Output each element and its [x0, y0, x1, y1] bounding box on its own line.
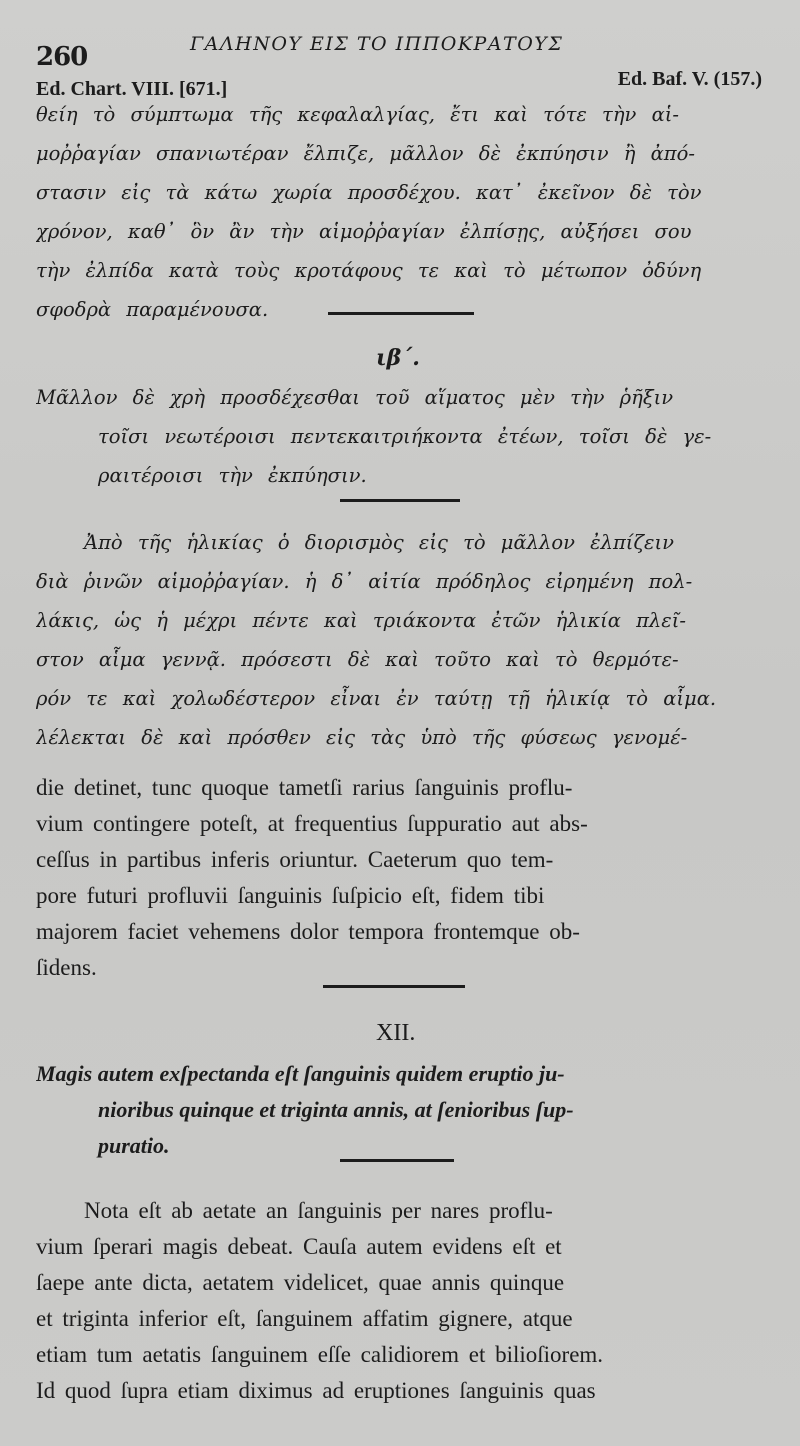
text-line: Magis autem exſpectanda eſt ſanguinis quidem eruptio ju- [36, 1061, 565, 1086]
text-line: σφοδρὰ παραμένουσα. [36, 298, 269, 321]
text-line: ceſſus in partibus inferis oriuntur. Caeterum quo tem- [36, 847, 554, 872]
latin-paragraph-1 [36, 770, 766, 986]
section-divider [340, 1159, 454, 1162]
text-line: pore futuri profluvii ſanguinis ſuſpicio eſt, fidem tibi [36, 883, 545, 908]
running-title: ΓΑΛΗΝΟΥ ΕΙΣ ΤΟ ΙΠΠΟΚΡΑΤΟΥΣ [190, 33, 564, 55]
text-line: nioribus quinque et triginta annis, at ſenioribus ſup- [98, 1097, 574, 1122]
text-line: majorem faciet vehemens dolor tempora frontemque ob- [36, 919, 580, 944]
text-line: θείη τὸ σύμπτωμα τῆς κεφαλαλγίας, ἔτι καὶ τότε τὴν αἱ- [36, 103, 679, 126]
text-line: etiam tum aetatis ſanguinem eſſe calidiorem et bilioſiorem. [36, 1342, 604, 1367]
text-line: ſaepe ante dicta, aetatem videlicet, quae annis quinque [36, 1270, 565, 1295]
section-divider [340, 499, 460, 502]
text-line: διὰ ῥινῶν αἱμοῤῥαγίαν. ἡ δ᾽ αἰτία πρόδηλος εἰρημένη πολ- [36, 570, 693, 593]
text-line: ραιτέροισι τὴν ἐκπύησιν. [98, 464, 367, 487]
latin-section-number: XII. [376, 1020, 416, 1046]
edition-reference-right: Ed. Baf. V. (157.) [617, 68, 762, 90]
text-line: et triginta inferior eſt, ſanguinem affatim gignere, atque [36, 1306, 573, 1331]
page-number: 260 [36, 42, 88, 72]
text-line: τὴν ἐλπίδα κατὰ τοὺς κροτάφους τε καὶ τὸ μέτωπον ὀδύνη [36, 259, 702, 282]
text-line: τοῖσι νεωτέροισι πεντεκαιτριήκοντα ἐτέων, τοῖσι δὲ γε- [98, 425, 712, 448]
text-line: μοῤῥαγίαν σπανιωτέραν ἔλπιζε, μᾶλλον δὲ ἐκπύησιν ἢ ἀπό- [36, 142, 695, 165]
text-line: ρόν τε καὶ χολωδέστερον εἶναι ἐν ταύτῃ τῇ ἡλικίᾳ τὸ αἷμα. [36, 687, 717, 710]
text-line: λάκις, ὡς ἡ μέχρι πέντε καὶ τριάκοντα ἐτῶν ἡλικία πλεῖ- [36, 609, 686, 632]
text-line: Ἀπὸ τῆς ἡλικίας ὁ διορισμὸς εἰς τὸ μᾶλλον ἐλπίζειν [84, 531, 674, 554]
text-line: vium contingere poteſt, at frequentius ſuppuratio aut abs- [36, 811, 588, 836]
edition-reference-left: Ed. Chart. VIII. [671.] [36, 78, 228, 100]
text-line: χρόνον, καθ᾽ ὃν ἂν τὴν αἱμοῤῥαγίαν ἐλπίσῃς, αὐξήσει σου [36, 220, 692, 243]
text-line: στον αἷμα γεννᾷ. πρόσεστι δὲ καὶ τοῦτο καὶ τὸ θερμότε- [36, 648, 679, 671]
section-divider [328, 312, 474, 315]
text-line: ſidens. [36, 955, 97, 980]
text-line: Μᾶλλον δὲ χρὴ προσδέχεσθαι τοῦ αἵματος μὲν τὴν ῥῆξιν [36, 386, 674, 409]
text-line: λέλεκται δὲ καὶ πρόσθεν εἰς τὰς ὑπὸ τῆς φύσεως γενομέ- [36, 726, 688, 749]
section-divider [323, 985, 465, 988]
latin-aphorism [36, 1056, 766, 1164]
text-line: die detinet, tunc quoque tametſi rarius ſanguinis proflu- [36, 775, 573, 800]
greek-section-number: ιβ΄. [376, 345, 420, 371]
text-line: puratio. [98, 1133, 170, 1158]
text-line: Nota eſt ab aetate an ſanguinis per nares proflu- [84, 1198, 553, 1223]
text-line: στασιν εἰς τὰ κάτω χωρία προσδέχου. κατ᾽ ἐκεῖνον δὲ τὸν [36, 181, 702, 204]
latin-commentary [36, 1193, 766, 1409]
text-line: Id quod ſupra etiam diximus ad eruptiones ſanguinis quas [36, 1378, 596, 1403]
greek-commentary [36, 523, 764, 757]
greek-paragraph-1 [36, 95, 764, 329]
greek-aphorism [36, 378, 764, 495]
text-line: vium ſperari magis debeat. Cauſa autem evidens eſt et [36, 1234, 562, 1259]
